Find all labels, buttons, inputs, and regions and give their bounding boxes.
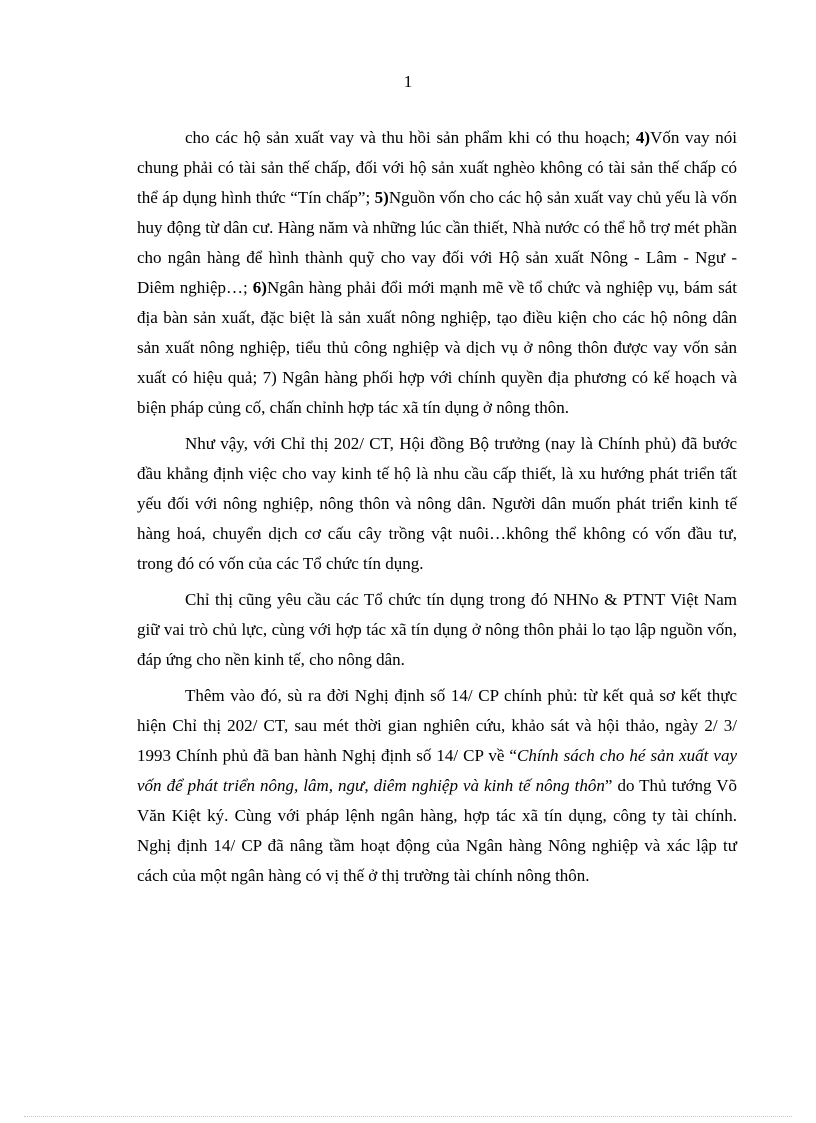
text-run: Như vậy, với Chỉ thị 202/ CT, Hội đồng Bộ trưởng (nay là Chính phủ) đã bước đầu khẳng định việc cho vay kinh tế hộ là nhu cầu cấp thiết, là xu hướng phát triển tất yếu đối với nông nghiệp, nông thôn và nông dân. Người dân muốn phát triển kinh tế hàng hoá, chuyển dịch cơ cấu cây trồng vật nuôi…không thể không có vốn đầu tư, trong đó có vốn của các Tổ chức tín dụng. [137,434,737,573]
paragraph [137,681,737,891]
text-run: Chỉ thị cũng yêu cầu các Tổ chức tín dụng trong đó NHNo & PTNT Việt Nam giữ vai trò chủ lực, cùng với hợp tác xã tín dụng ở nông thôn phải lo tạo lập nguồn vốn, đáp ứng cho nền kinh tế, cho nông dân. [137,590,737,669]
list-number: 4) [635,128,651,147]
paragraph [137,123,737,423]
page-number: 1 [403,72,413,91]
text-run: Ngân hàng phải đổi mới mạnh mẽ về tổ chức và nghiệp vụ, bám sát địa bàn sản xuất, đặc biệt là sản xuất nông nghiệp, tạo điều kiện cho các hộ nông dân sản xuất nông nghiệp, tiểu thủ công nghiệp và dịch vụ ở nông thôn được vay vốn sản xuất có hiệu quả; 7) Ngân hàng phối hợp với chính quyền địa phương có kế hoạch và biện pháp củng cố, chấn chỉnh hợp tác xã tín dụng ở nông thôn. [137,278,738,417]
text-run: ” do Thủ tướng Võ Văn Kiệt ký. Cùng với pháp lệnh ngân hàng, hợp tác xã tín dụng, công ty tài chính. Nghị định 14/ CP đã nâng tầm hoạt động của Ngân hàng Nông nghiệp và xác lập tư cách của một ngân hàng có vị thế ở thị trường tài chính nông thôn. [137,776,737,885]
paragraph [137,585,737,675]
text-run: Vốn vay nói chung phải có tài sản thế chấp, đối với hộ sản xuất nghèo không có tài sản thế chấp có thể áp dụng hình thức “Tín chấp”; [137,128,738,207]
page-bottom-divider [24,1116,792,1117]
list-number: 6) [252,278,267,297]
text-run: Nguồn vốn cho các hộ sản xuất vay chủ yếu là vốn huy động từ dân cư. Hàng năm và những lúc cần thiết, Nhà nước có thể hỗ trợ mét phần cho ngân hàng để hình thành quỹ cho vay đối với Hộ sản xuất Nông - Lâm - Ngư - Diêm nghiệp…; [137,188,737,297]
emphasized-text: Chính sách cho hé sản xuất vay vốn để phát triển nông, lâm, ngư, diêm nghiệp và kinh tế nông thôn [137,746,738,795]
text-run: Thêm vào đó, sù ra đời Nghị định số 14/ CP chính phủ: từ kết quả sơ kết thực hiện Chỉ thị 202/ CT, sau mét thời gian nghiên cứu, khảo sát và hội thảo, ngày 2/ 3/ 1993 Chính phủ đã ban hành Nghị định số 14/ CP về “ [137,686,737,765]
list-number: 5) [374,188,389,207]
document-body [137,123,737,891]
text-run: cho các hộ sản xuất vay và thu hồi sản phẩm khi có thu hoạch; [185,128,636,147]
paragraph [137,429,737,579]
